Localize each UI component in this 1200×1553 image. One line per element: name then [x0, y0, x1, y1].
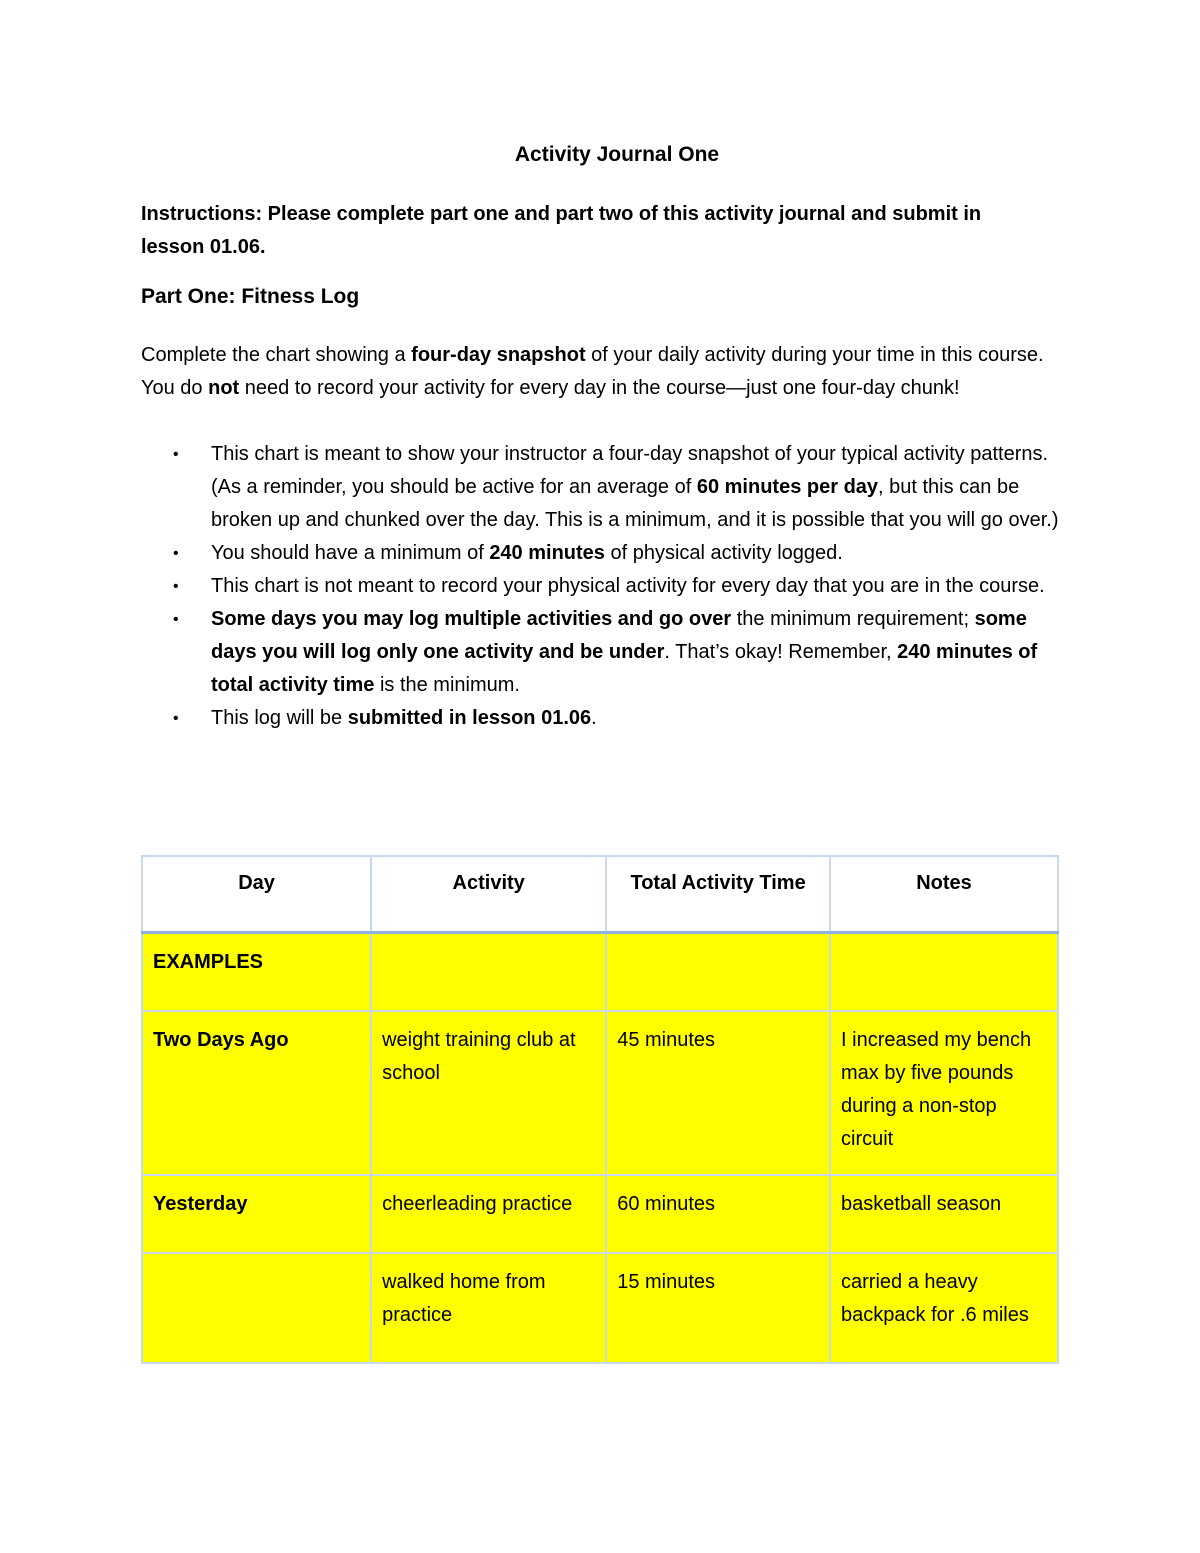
- cell-activity: [371, 933, 606, 1012]
- cell-notes: I increased my bench max by five pounds during a non-stop circuit: [830, 1011, 1058, 1175]
- cell-notes: carried a heavy backpack for .6 miles: [830, 1253, 1058, 1363]
- bullet-text: , but this can be broken up and chunked over the day. This is a minimum, and it is possible that you will go over.): [211, 476, 1059, 531]
- header-total-time: Total Activity Time: [606, 856, 830, 933]
- intro-text-2: of your daily activity during your time in this course. You do: [141, 344, 1044, 399]
- bullet-item: [141, 702, 1059, 735]
- bullet-text: the minimum requirement;: [731, 608, 975, 630]
- bullet-bold: Some days you may log multiple activities and go over: [211, 608, 732, 630]
- cell-notes: basketball season: [830, 1175, 1058, 1253]
- cell-notes: [830, 933, 1058, 1012]
- bullet-text: This log will be: [211, 707, 348, 729]
- bullet-bold: some days you will log only one activity and be under: [211, 608, 1027, 663]
- intro-bold-four-day: four-day snapshot: [411, 344, 586, 366]
- cell-time: [606, 933, 830, 1012]
- bullet-text: .: [591, 707, 597, 729]
- bullet-text: . That’s okay! Remember,: [664, 641, 898, 663]
- cell-activity: weight training club at school: [371, 1011, 606, 1175]
- bullet-bold: 240 minutes: [489, 542, 605, 564]
- bullet-text: This chart is not meant to record your physical activity for every day that you are in the course.: [211, 575, 1045, 597]
- cell-activity: walked home from practice: [371, 1253, 606, 1363]
- intro-bold-not: not: [208, 377, 240, 399]
- cell-day: [142, 1253, 371, 1363]
- table-header-row: [142, 856, 1058, 933]
- header-activity: Activity: [371, 856, 606, 933]
- bullet-text: This chart is meant to show your instructor a four-day snapshot of your typical activity patterns. (As a reminder, you should be active for an average of: [211, 443, 1049, 498]
- cell-day: Two Days Ago: [142, 1011, 371, 1175]
- document-title: Activity Journal One: [514, 143, 720, 166]
- cell-time: 45 minutes: [606, 1011, 830, 1175]
- cell-activity: cheerleading practice: [371, 1175, 606, 1253]
- bullet-dot: •: [173, 446, 179, 463]
- bullet-dot: •: [173, 611, 179, 628]
- bullet-item: [141, 438, 1059, 537]
- intro-text-3: need to record your activity for every day in the course—just one four-day chunk!: [239, 377, 960, 399]
- intro-paragraph: [141, 339, 1051, 405]
- bullet-text: of physical activity logged.: [604, 542, 843, 564]
- cell-time: 60 minutes: [606, 1175, 830, 1253]
- cell-day: Yesterday: [142, 1175, 371, 1253]
- table-row: [142, 933, 1058, 1012]
- bullet-dot: •: [173, 545, 179, 562]
- bullet-text: You should have a minimum of: [211, 542, 490, 564]
- header-notes: Notes: [830, 856, 1058, 933]
- bullet-list: [141, 438, 1059, 735]
- bullet-text: is the minimum.: [374, 674, 520, 696]
- cell-time: 15 minutes: [606, 1253, 830, 1363]
- bullet-item: [141, 603, 1059, 702]
- bullet-item: [141, 537, 1059, 570]
- table-row: [142, 1253, 1058, 1363]
- bullet-dot: •: [173, 578, 179, 595]
- bullet-item: [141, 570, 1059, 603]
- header-day: Day: [142, 856, 371, 933]
- bullet-bold: 60 minutes per day: [696, 476, 879, 498]
- intro-text-1: Complete the chart showing a: [141, 344, 412, 366]
- bullet-bold: 240 minutes of total activity time: [211, 641, 1038, 696]
- instructions-text: Instructions: Please complete part one and part two of this activity journal and submit in lesson 01.06.: [141, 203, 982, 258]
- table-row: [142, 1011, 1058, 1175]
- table-row: [142, 1175, 1058, 1253]
- bullet-dot: •: [173, 710, 179, 727]
- cell-day: EXAMPLES: [142, 933, 371, 1012]
- part-one-heading: Part One: Fitness Log: [141, 285, 360, 308]
- bullet-bold: submitted in lesson 01.06: [347, 707, 592, 729]
- fitness-log-table: [141, 855, 1059, 1364]
